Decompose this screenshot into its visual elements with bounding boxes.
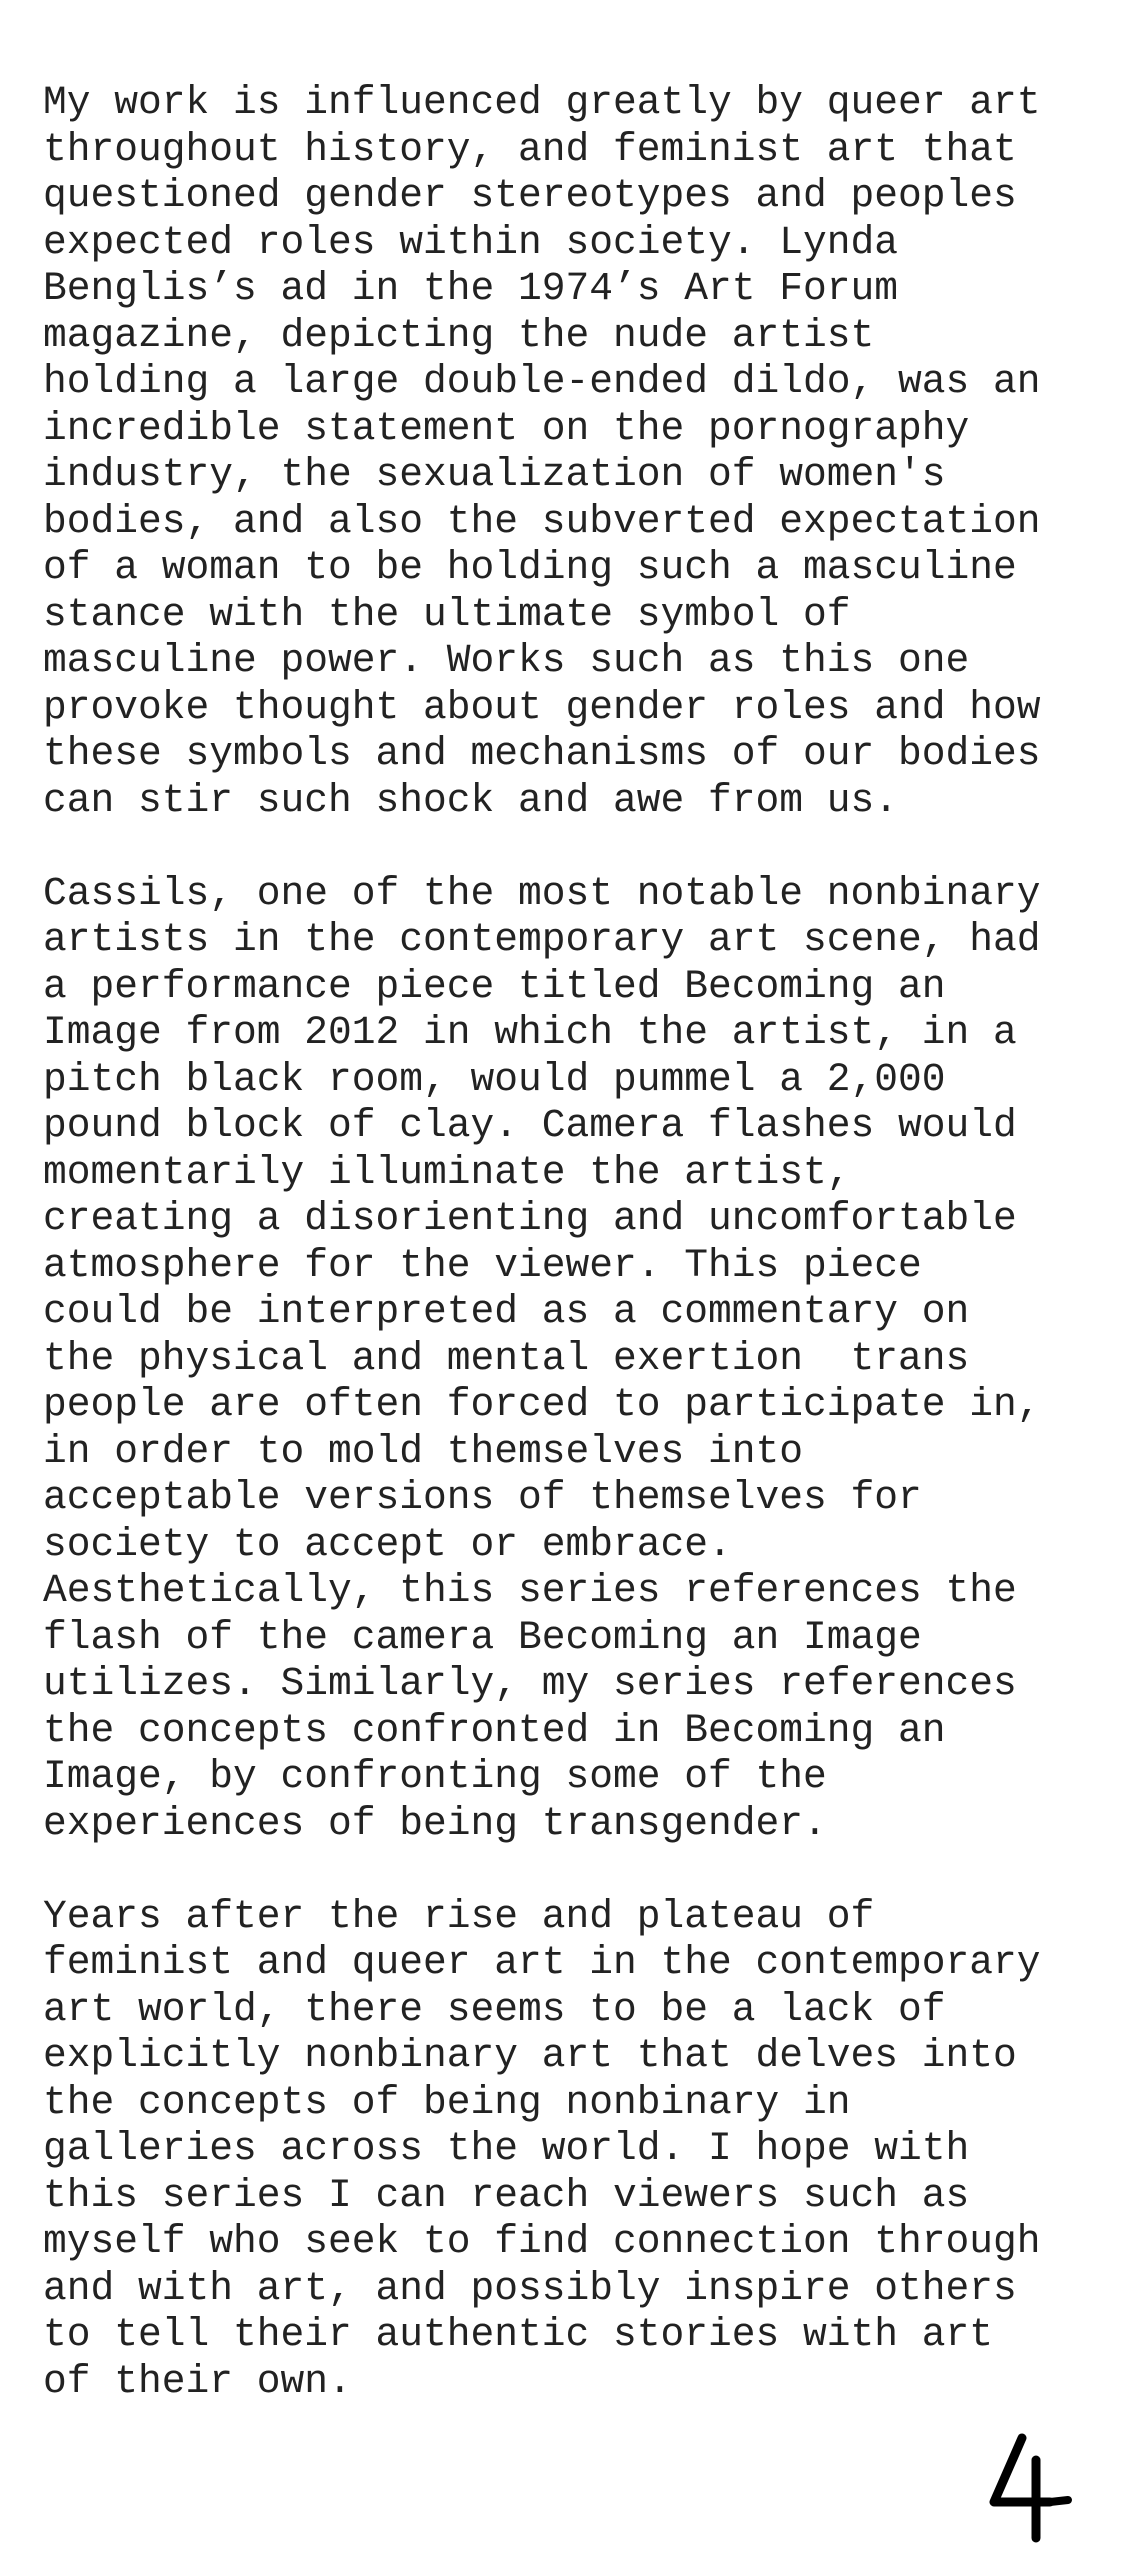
text-line: experiences of being transgender. (43, 1800, 827, 1846)
text-line: artists in the contemporary art scene, had (43, 917, 1041, 962)
text-line: the concepts confronted in Becoming an (43, 1707, 946, 1753)
text-line: Aesthetically, this series references the (43, 1568, 1017, 1613)
text-line: expected roles within society. Lynda (43, 219, 899, 265)
text-line: atmosphere for the viewer. This piece (43, 1242, 922, 1288)
text-line: momentarily illuminate the artist, (43, 1149, 851, 1195)
text-line: industry, the sexualization of women's (43, 452, 946, 497)
text-line: people are often forced to participate in, (43, 1382, 1041, 1427)
text-line: explicitly nonbinary art that delves into (43, 2033, 1017, 2078)
body-text (43, 80, 1103, 2452)
text-line: of a woman to be holding such a masculine (43, 545, 1017, 590)
text-line: and with art, and possibly inspire others (43, 2265, 1017, 2311)
text-line: the physical and mental exertion trans (43, 1335, 970, 1381)
text-line: acceptable versions of themselves for (43, 1475, 922, 1520)
text-line: these symbols and mechanisms of our bodies (43, 731, 1041, 776)
text-line: masculine power. Works such as this one (43, 638, 970, 683)
text-line: galleries across the world. I hope with (43, 2126, 970, 2171)
text-line: Benglis’s ad in the 1974’s Art Forum (43, 266, 899, 311)
text-line: flash of the camera Becoming an Image (43, 1614, 922, 1660)
text-line: feminist and queer art in the contemporary (43, 1940, 1041, 1985)
text-line: this series I can reach viewers such as (43, 2172, 970, 2218)
text-line: to tell their authentic stories with art (43, 2312, 994, 2357)
text-line: the concepts of being nonbinary in (43, 2079, 851, 2125)
text-line: bodies, and also the subverted expectation (43, 498, 1041, 544)
paragraph-2 (43, 871, 1103, 1848)
text-line: utilizes. Similarly, my series references (43, 1661, 1017, 1706)
text-line: provoke thought about gender roles and how (43, 684, 1041, 730)
text-line: Years after the rise and plateau of (43, 1893, 875, 1939)
text-line: magazine, depicting the nude artist (43, 312, 875, 358)
text-line: incredible statement on the pornography (43, 405, 970, 451)
text-line: creating a disorienting and uncomfortable (43, 1196, 1017, 1241)
text-line: myself who seek to find connection through (43, 2219, 1041, 2264)
handwritten-page-number (980, 2430, 1100, 2550)
text-line: of their own. (43, 2358, 352, 2404)
text-line: questioned gender stereotypes and peoples (43, 173, 1017, 218)
text-line: can stir such shock and awe from us. (43, 777, 899, 823)
text-line: Image from 2012 in which the artist, in a (43, 1010, 1017, 1055)
text-line: Cassils, one of the most notable nonbinary (43, 870, 1041, 916)
text-line: a performance piece titled Becoming an (43, 963, 946, 1009)
paragraph-3 (43, 1894, 1103, 2406)
paragraph-1 (43, 80, 1103, 824)
text-line: My work is influenced greatly by queer art (43, 80, 1041, 125)
text-line: throughout history, and feminist art that (43, 126, 1017, 172)
text-line: pitch black room, would pummel a 2,000 (43, 1056, 946, 1102)
text-line: stance with the ultimate symbol of (43, 591, 851, 637)
text-line: in order to mold themselves into (43, 1428, 804, 1474)
text-line: could be interpreted as a commentary on (43, 1289, 970, 1334)
text-line: art world, there seems to be a lack of (43, 1986, 946, 2032)
text-line: Image, by confronting some of the (43, 1754, 827, 1799)
text-line: pound block of clay. Camera flashes would (43, 1103, 1017, 1148)
text-line: society to accept or embrace. (43, 1521, 732, 1567)
text-line: holding a large double-ended dildo, was an (43, 359, 1041, 404)
